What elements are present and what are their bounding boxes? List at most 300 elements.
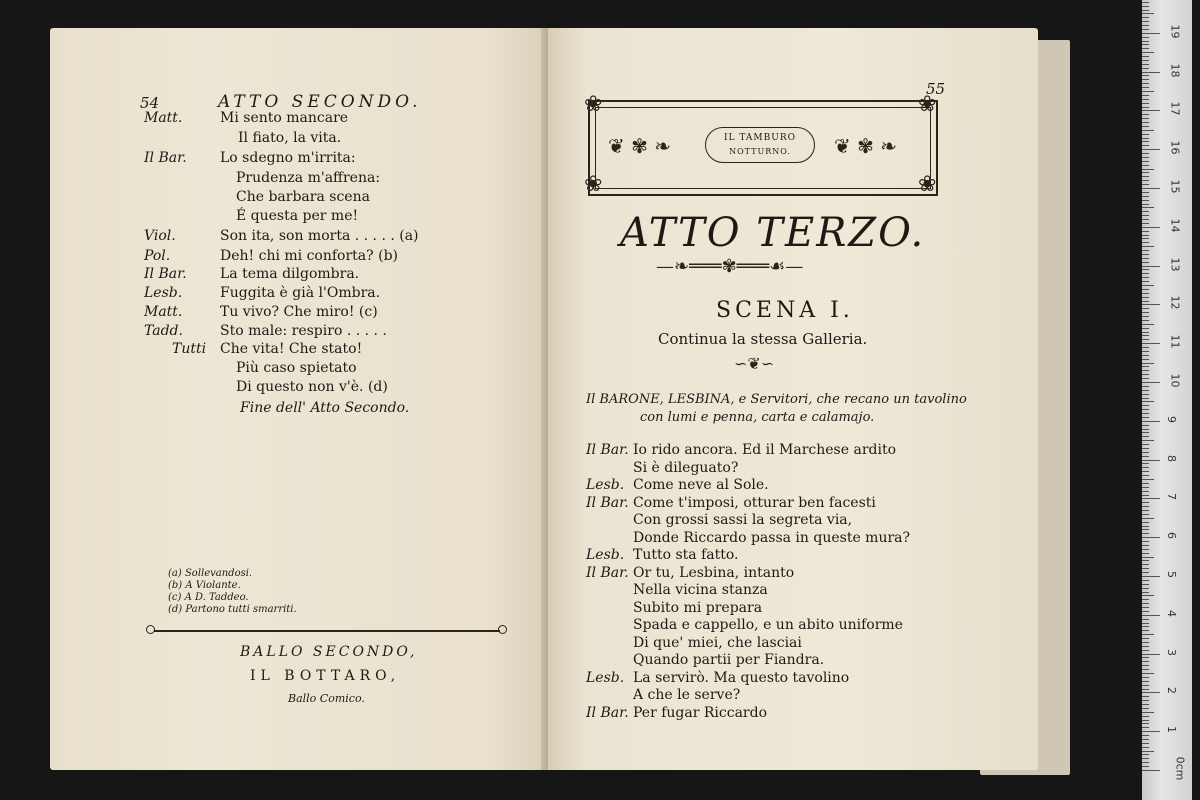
ruler-tick	[1142, 269, 1149, 270]
dialogue-text: Con grossi sassi la segreta via,	[633, 512, 853, 528]
ruler-tick	[1142, 463, 1149, 464]
ruler-tick	[1142, 343, 1160, 344]
verse-text: Tu vivo? Che miro! (c)	[220, 304, 378, 320]
speaker-label: Tadd.	[144, 323, 183, 339]
ruler-tick	[1142, 324, 1154, 325]
ruler-tick	[1142, 29, 1149, 30]
banner-line: NOTTURNO.	[729, 147, 791, 156]
ruler-tick	[1142, 180, 1149, 181]
ruler-tick	[1142, 560, 1149, 561]
corner-flourish-icon: ❀	[584, 172, 603, 197]
ruler-tick	[1142, 145, 1149, 146]
ruler-tick	[1142, 417, 1149, 418]
corner-flourish-icon: ❀	[584, 92, 603, 117]
ruler-tick	[1142, 638, 1149, 639]
ruler-tick	[1142, 580, 1149, 581]
ruler-tick	[1142, 498, 1160, 499]
ruler-tick	[1142, 739, 1149, 740]
ruler-tick	[1142, 122, 1149, 123]
ruler-tick	[1142, 405, 1149, 406]
verse-line	[50, 228, 550, 248]
ruler-tick	[1142, 692, 1160, 693]
ruler-tick	[1142, 514, 1149, 515]
ruler-tick	[1142, 75, 1149, 76]
ruler-tick	[1142, 374, 1149, 375]
ruler-tick	[1142, 250, 1149, 251]
measurement-ruler	[1142, 0, 1192, 800]
ruler-tick	[1142, 619, 1149, 620]
ruler-tick	[1142, 677, 1149, 678]
dialogue-text: Come t'imposi, otturar ben facesti	[633, 495, 876, 511]
page-number: 55	[926, 80, 946, 98]
ruler-tick	[1142, 118, 1149, 119]
verse-text: Di questo non v'è. (d)	[236, 379, 388, 395]
ruler-label: 17	[1168, 101, 1182, 116]
ruler-tick	[1142, 611, 1149, 612]
ruler-tick	[1142, 681, 1149, 682]
ruler-label: 5	[1165, 571, 1178, 578]
ruler-tick	[1142, 25, 1149, 26]
ruler-tick	[1142, 153, 1149, 154]
ruler-tick	[1142, 487, 1149, 488]
dialogue-text: Tutto sta fatto.	[633, 547, 739, 563]
ruler-label: 18	[1168, 63, 1182, 78]
ruler-tick	[1142, 308, 1149, 309]
speaker-label: Il Bar.	[144, 150, 187, 166]
dialogue-line	[548, 582, 1038, 600]
ruler-tick	[1142, 429, 1149, 430]
ruler-tick	[1142, 475, 1149, 476]
verse-text: Più caso spietato	[236, 360, 357, 376]
ruler-tick	[1142, 157, 1149, 158]
ruler-tick	[1142, 673, 1154, 674]
ruler-tick	[1142, 766, 1149, 767]
ruler-tick	[1142, 669, 1149, 670]
ruler-tick	[1142, 60, 1149, 61]
ruler-tick	[1142, 366, 1149, 367]
ruler-tick	[1142, 134, 1149, 135]
ruler-tick	[1142, 312, 1149, 313]
ruler-tick	[1142, 281, 1149, 282]
ruler-tick	[1142, 107, 1149, 108]
ruler-tick	[1142, 68, 1149, 69]
verse-line	[50, 170, 550, 190]
verse-line	[50, 341, 550, 361]
dialogue-line	[548, 687, 1038, 705]
ruler-tick	[1142, 615, 1160, 616]
ruler-tick	[1142, 304, 1160, 305]
verse-line	[50, 360, 550, 380]
ruler-tick	[1142, 141, 1149, 142]
ruler-tick	[1142, 440, 1154, 441]
ruler-tick	[1142, 708, 1149, 709]
ruler-tick	[1142, 328, 1149, 329]
verse-line	[50, 189, 550, 209]
ruler-tick	[1142, 277, 1149, 278]
ruler-tick	[1142, 401, 1154, 402]
ballo-title: BALLO SECONDO,	[240, 644, 418, 660]
ruler-tick	[1142, 654, 1160, 655]
dialogue-line	[548, 530, 1038, 548]
ruler-tick	[1142, 754, 1149, 755]
ruler-tick	[1142, 607, 1149, 608]
ruler-tick	[1142, 553, 1149, 554]
banner-cartouche	[705, 127, 815, 163]
verse-line	[50, 248, 550, 268]
corner-flourish-icon: ❀	[918, 172, 937, 197]
ruler-tick	[1142, 13, 1154, 14]
speaker-label: Matt.	[144, 110, 183, 126]
ruler-tick	[1142, 700, 1149, 701]
page-number: 54	[140, 94, 160, 112]
ruler-tick	[1142, 149, 1160, 150]
ruler-tick	[1142, 219, 1149, 220]
ruler-tick	[1142, 642, 1149, 643]
verse-text: Lo sdegno m'irrita:	[220, 150, 356, 166]
rule-end-ornament	[146, 625, 155, 634]
ruler-tick	[1142, 526, 1149, 527]
ruler-tick	[1142, 332, 1149, 333]
ruler-tick	[1142, 568, 1149, 569]
ruler-tick	[1142, 712, 1154, 713]
ruler-tick	[1142, 743, 1149, 744]
ruler-tick	[1142, 421, 1160, 422]
ruler-tick	[1142, 347, 1149, 348]
dialogue-text: Or tu, Lesbina, intanto	[633, 565, 795, 581]
dialogue-text: Come neve al Sole.	[633, 477, 769, 493]
ruler-tick	[1142, 44, 1149, 45]
ruler-tick	[1142, 599, 1149, 600]
ruler-tick	[1142, 130, 1154, 131]
ruler-tick	[1142, 595, 1154, 596]
dialogue-line	[548, 635, 1038, 653]
ruler-tick	[1142, 192, 1149, 193]
ruler-tick	[1142, 452, 1149, 453]
speaker-label: Il Bar.	[586, 565, 629, 581]
rule-end-ornament	[498, 625, 507, 634]
ruler-label: 11	[1168, 334, 1182, 349]
verse-line	[50, 110, 550, 130]
ruler-label: 19	[1168, 24, 1182, 39]
ruler-tick	[1142, 502, 1149, 503]
ruler-tick	[1142, 227, 1160, 228]
dialogue-line	[548, 705, 1038, 723]
ruler-tick	[1142, 522, 1149, 523]
ruler-tick	[1142, 56, 1149, 57]
running-head: ATTO SECONDO.	[218, 92, 422, 112]
ruler-tick	[1142, 495, 1149, 496]
ruler-tick	[1142, 231, 1149, 232]
ruler-tick	[1142, 370, 1149, 371]
ruler-tick	[1142, 126, 1149, 127]
ruler-tick	[1142, 720, 1149, 721]
ornamental-rule	[154, 630, 500, 632]
ruler-tick	[1142, 2, 1149, 3]
corner-flourish-icon: ❀	[918, 92, 937, 117]
dialogue-text: Di que' miei, che lasciai	[633, 635, 802, 651]
dialogue-line	[548, 547, 1038, 565]
dialogue-line	[548, 442, 1038, 460]
ruler-tick	[1142, 359, 1149, 360]
ruler-tick	[1142, 176, 1149, 177]
ruler-tick	[1142, 603, 1149, 604]
ruler-tick	[1142, 79, 1149, 80]
fine-atto: Fine dell' Atto Secondo.	[240, 400, 410, 416]
ruler-tick	[1142, 172, 1149, 173]
ruler-tick	[1142, 576, 1160, 577]
ruler-tick	[1142, 301, 1149, 302]
ruler-tick	[1142, 665, 1149, 666]
verse-text: Prudenza m'affrena:	[236, 170, 381, 186]
dialogue-line	[548, 512, 1038, 530]
scene-setting: Continua la stessa Galleria.	[658, 330, 868, 348]
ruler-tick	[1142, 10, 1149, 11]
ruler-tick	[1142, 762, 1149, 763]
verse-text: La tema dilgombra.	[220, 266, 360, 282]
ruler-tick	[1142, 200, 1149, 201]
ruler-tick	[1142, 289, 1149, 290]
ruler-tick	[1142, 207, 1154, 208]
ruler-tick	[1142, 394, 1149, 395]
ruler-tick	[1142, 293, 1149, 294]
verse-text: Fuggita è già l'Ombra.	[220, 285, 381, 301]
divider-ornament-icon: —❧═══✾═══☙—	[656, 256, 804, 277]
ruler-tick	[1142, 529, 1149, 530]
ruler-tick	[1142, 64, 1149, 65]
dialogue-text: Donde Riccardo passa in queste mura?	[633, 530, 911, 546]
banner-line: IL TAMBURO	[724, 133, 796, 143]
ruler-tick	[1142, 351, 1149, 352]
ruler-tick	[1142, 95, 1149, 96]
ruler-tick	[1142, 262, 1149, 263]
dialogue-line	[548, 600, 1038, 618]
ruler-label: 6	[1165, 532, 1178, 540]
ruler-tick	[1142, 564, 1149, 565]
ruler-tick	[1142, 363, 1154, 364]
ruler-tick	[1142, 467, 1149, 468]
ruler-tick	[1142, 41, 1149, 42]
scroll-ornament-icon: ❦ ✾ ❧	[608, 134, 671, 158]
scroll-ornament-icon: ❦ ✾ ❧	[834, 134, 897, 158]
ruler-tick	[1142, 731, 1160, 732]
footnotes	[168, 568, 297, 616]
ruler-tick	[1142, 626, 1149, 627]
ruler-tick	[1142, 21, 1149, 22]
speaker-label: Il Bar.	[586, 442, 629, 458]
ruler-label: 9	[1165, 415, 1178, 423]
ruler-label: 10	[1168, 373, 1182, 388]
ruler-tick	[1142, 235, 1149, 236]
ruler-tick	[1142, 204, 1149, 205]
ruler-tick	[1142, 223, 1149, 224]
ruler-tick	[1142, 6, 1149, 7]
ruler-tick	[1142, 716, 1149, 717]
verse-text: Sto male: respiro . . . . .	[220, 323, 387, 339]
dialogue-line	[548, 617, 1038, 635]
dialogue-text: A che le serve?	[633, 687, 741, 703]
ruler-tick	[1142, 52, 1154, 53]
ruler-label: 15	[1168, 179, 1182, 194]
speaker-label: Il Bar.	[586, 705, 629, 721]
ruler-tick	[1142, 320, 1149, 321]
dialogue-line	[548, 652, 1038, 670]
ruler-tick	[1142, 138, 1149, 139]
small-flourish-icon: ∽❦∽	[734, 354, 775, 373]
ruler-tick	[1142, 390, 1149, 391]
stage-direction: con lumi e penna, carta e calamajo.	[640, 410, 875, 425]
headpiece-banner	[584, 92, 938, 197]
ruler-label: 0cm	[1173, 756, 1187, 781]
ruler-tick	[1142, 661, 1149, 662]
speaker-label: Tutti	[172, 341, 207, 357]
ruler-tick	[1142, 83, 1149, 84]
dialogue-text: Per fugar Riccardo	[633, 705, 767, 721]
ruler-tick	[1142, 549, 1149, 550]
ruler-tick	[1142, 479, 1154, 480]
ruler-label: 3	[1165, 648, 1178, 656]
dialogue-text: Subito mi prepara	[633, 600, 763, 616]
verse-text: Deh! chi mi conforta? (b)	[220, 248, 398, 264]
ruler-tick	[1142, 378, 1149, 379]
speaker-label: Pol.	[144, 248, 171, 264]
dialogue-line	[548, 670, 1038, 688]
ruler-tick	[1142, 696, 1149, 697]
ruler-tick	[1142, 506, 1149, 507]
ruler-tick	[1142, 382, 1160, 383]
ruler-tick	[1142, 165, 1149, 166]
ruler-tick	[1142, 592, 1149, 593]
verse-text: Mi sento mancare	[220, 110, 349, 126]
ruler-tick	[1142, 623, 1149, 624]
ruler-tick	[1142, 723, 1149, 724]
speaker-label: Il Bar.	[586, 495, 629, 511]
ruler-tick	[1142, 537, 1160, 538]
ruler-tick	[1142, 541, 1149, 542]
verse-line	[50, 285, 550, 305]
ruler-label: 7	[1165, 493, 1178, 501]
ballo-name: IL BOTTARO,	[250, 668, 401, 684]
ruler-tick	[1142, 409, 1149, 410]
ruler-tick	[1142, 242, 1149, 243]
ruler-tick	[1142, 483, 1149, 484]
footnote: (a) Sollevandosi.	[168, 568, 253, 579]
ruler-tick	[1142, 630, 1149, 631]
ruler-tick	[1142, 689, 1149, 690]
speaker-label: Viol.	[144, 228, 176, 244]
ruler-tick	[1142, 386, 1149, 387]
ruler-label: 2	[1165, 687, 1178, 695]
ruler-tick	[1142, 751, 1154, 752]
ruler-tick	[1142, 584, 1149, 585]
footnote: (c) A D. Taddeo.	[168, 592, 249, 603]
ruler-tick	[1142, 557, 1154, 558]
speaker-label: Lesb.	[586, 547, 625, 563]
ruler-tick	[1142, 588, 1149, 589]
ruler-label: 1	[1165, 726, 1178, 734]
ruler-tick	[1142, 646, 1149, 647]
ruler-label: 14	[1168, 218, 1182, 233]
ruler-tick	[1142, 657, 1149, 658]
stage-direction: Il BARONE, LESBINA, e Servitori, che recano un tavolino	[586, 392, 967, 407]
ruler-tick	[1142, 169, 1154, 170]
ruler-tick	[1142, 685, 1149, 686]
verse-line	[50, 130, 550, 150]
dialogue-text: La servirò. Ma questo tavolino	[633, 670, 850, 686]
ruler-tick	[1142, 215, 1149, 216]
ruler-tick	[1142, 448, 1149, 449]
ruler-tick	[1142, 770, 1160, 771]
ruler-tick	[1142, 188, 1160, 189]
ruler-tick	[1142, 254, 1149, 255]
ruler-tick	[1142, 238, 1149, 239]
dialogue-line	[548, 460, 1038, 478]
dialogue-text: Nella vicina stanza	[633, 582, 768, 598]
ruler-tick	[1142, 758, 1149, 759]
ruler-tick	[1142, 491, 1149, 492]
ruler-tick	[1142, 634, 1154, 635]
act-title: ATTO TERZO.	[620, 210, 926, 256]
right-page	[548, 28, 1038, 770]
ruler-tick	[1142, 37, 1149, 38]
ruler-tick	[1142, 533, 1149, 534]
dialogue-line	[548, 565, 1038, 583]
ruler-tick	[1142, 355, 1149, 356]
ruler-tick	[1142, 735, 1149, 736]
ruler-tick	[1142, 316, 1149, 317]
speaker-label: Matt.	[144, 304, 183, 320]
dialogue-line	[548, 477, 1038, 495]
ruler-tick	[1142, 335, 1149, 336]
ruler-tick	[1142, 727, 1149, 728]
ruler-tick	[1142, 48, 1149, 49]
verse-text: É questa per me!	[236, 208, 359, 224]
ruler-label: 8	[1165, 454, 1178, 462]
ruler-label: 16	[1168, 140, 1182, 155]
dialogue-text: Si è dileguato?	[633, 460, 739, 476]
scene-title: SCENA I.	[716, 298, 854, 323]
ruler-tick	[1142, 747, 1149, 748]
verse-line	[50, 208, 550, 228]
ruler-tick	[1142, 432, 1149, 433]
dialogue-text: Spada e cappello, e un abito uniforme	[633, 617, 903, 633]
ruler-label: 13	[1168, 257, 1182, 272]
ruler-tick	[1142, 456, 1149, 457]
speaker-label: Lesb.	[586, 477, 625, 493]
ruler-tick	[1142, 444, 1149, 445]
ruler-tick	[1142, 196, 1149, 197]
footnote: (d) Partono tutti smarriti.	[168, 604, 297, 615]
ruler-tick	[1142, 266, 1160, 267]
ruler-tick	[1142, 425, 1149, 426]
dialogue-text: Quando partii per Fiandra.	[633, 652, 825, 668]
footnote: (b) A Violante.	[168, 580, 241, 591]
ruler-tick	[1142, 246, 1154, 247]
ruler-tick	[1142, 460, 1160, 461]
ruler-tick	[1142, 518, 1154, 519]
ruler-tick	[1142, 398, 1149, 399]
verse-line	[50, 266, 550, 286]
ruler-label: 12	[1168, 295, 1182, 310]
verse-line	[50, 323, 550, 343]
ruler-tick	[1142, 436, 1149, 437]
verse-line	[50, 379, 550, 399]
ruler-tick	[1142, 103, 1149, 104]
ruler-tick	[1142, 471, 1149, 472]
speaker-label: Lesb.	[586, 670, 625, 686]
ruler-tick	[1142, 72, 1160, 73]
ruler-tick	[1142, 650, 1149, 651]
ruler-tick	[1142, 91, 1154, 92]
